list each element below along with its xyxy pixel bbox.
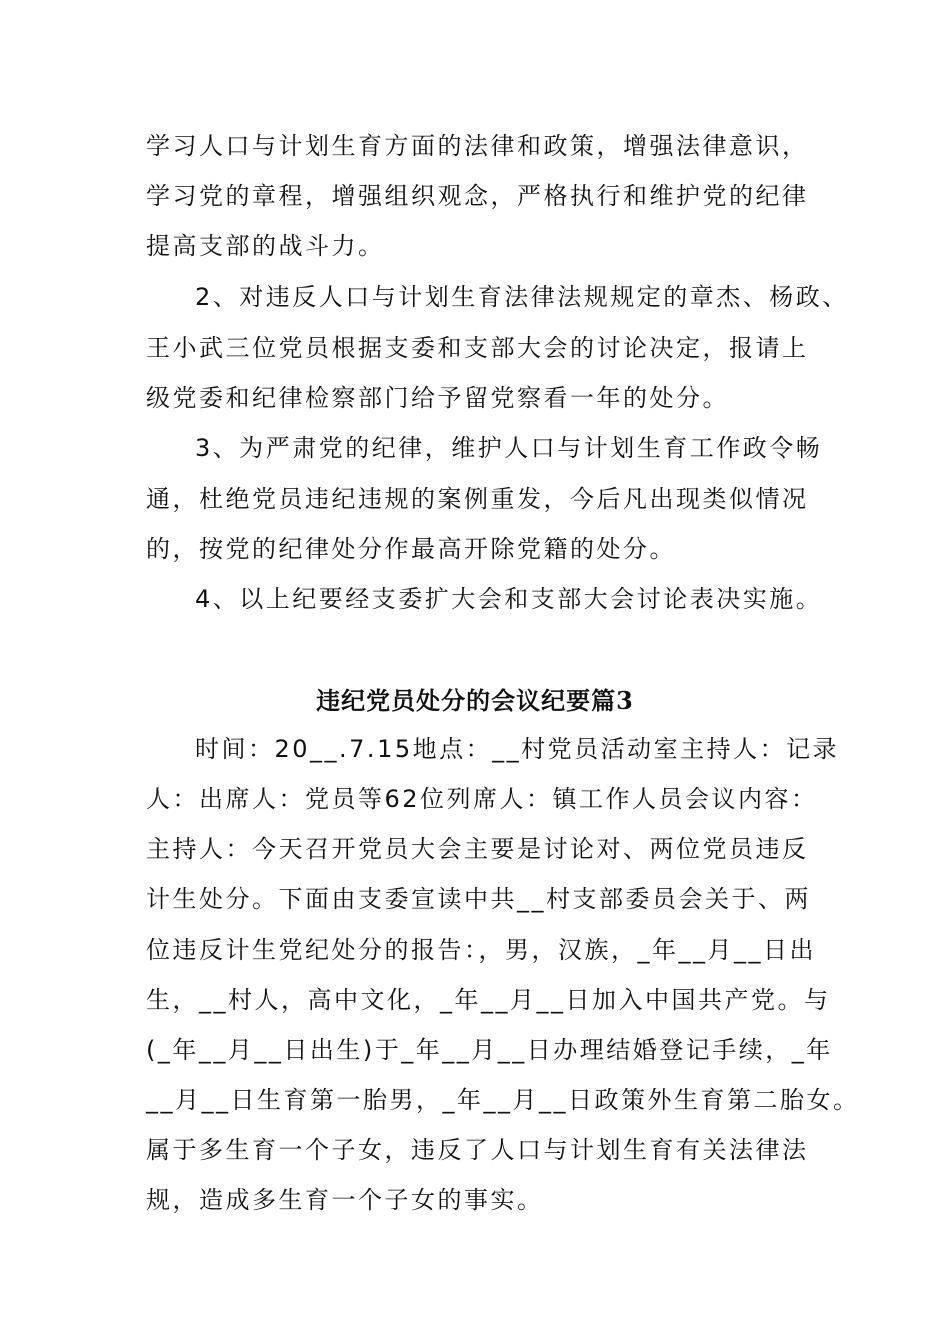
paragraph-line: 3、为严肃党的纪律，维护人口与计划生育工作政令畅 bbox=[195, 434, 823, 462]
paragraph-line: 提高支部的战斗力。 bbox=[146, 232, 385, 260]
section-heading: 违纪党员处分的会议纪要篇3 bbox=[316, 686, 634, 715]
paragraph-line: 的，按党的纪律处分作最高开除党籍的处分。 bbox=[146, 535, 676, 563]
paragraph-line: 位违反计生党纪处分的报告：，男，汉族，_年__月__日出 bbox=[146, 936, 816, 964]
paragraph-line: 规，造成多生育一个子女的事实。 bbox=[146, 1186, 544, 1214]
paragraph-line: (_年__月__日出生)于_年__月__日办理结婚登记手续，_年 bbox=[146, 1036, 833, 1064]
paragraph-line: 级党委和纪律检察部门给予留党察看一年的处分。 bbox=[146, 384, 729, 412]
paragraph-line: 属于多生育一个子女，违反了人口与计划生育有关法律法 bbox=[146, 1136, 809, 1164]
paragraph-line: 通，杜绝党员违纪违规的案例重发，今后凡出现类似情况 bbox=[146, 485, 809, 513]
paragraph-line: 4、以上纪要经支委扩大会和支部大会讨论表决实施。 bbox=[195, 585, 823, 613]
paragraph-line: 王小武三位党员根据支委和支部大会的讨论决定，报请上 bbox=[146, 334, 809, 362]
paragraph-line: 学习人口与计划生育方面的法律和政策，增强法律意识， bbox=[146, 132, 809, 160]
paragraph-line: 计生处分。下面由支委宣读中共__村支部委员会关于、两 bbox=[146, 885, 811, 913]
paragraph-line: 生，__村人，高中文化，_年__月__日加入中国共产党。与 bbox=[146, 986, 831, 1014]
paragraph-line: 人：出席人：党员等62位列席人：镇工作人员会议内容： bbox=[146, 785, 818, 813]
paragraph-line: 主持人：今天召开党员大会主要是讨论对、两位党员违反 bbox=[146, 835, 809, 863]
paragraph-line: 2、对违反人口与计划生育法律法规规定的章杰、杨政、 bbox=[195, 283, 849, 311]
paragraph-line: __月__日生育第一胎男，_年__月__日政策外生育第二胎女。 bbox=[146, 1086, 860, 1114]
paragraph-line: 时间：20__.7.15地点：__村党员活动室主持人：记录 bbox=[195, 735, 840, 763]
paragraph-line: 学习党的章程，增强组织观念，严格执行和维护党的纪律 bbox=[146, 182, 809, 210]
